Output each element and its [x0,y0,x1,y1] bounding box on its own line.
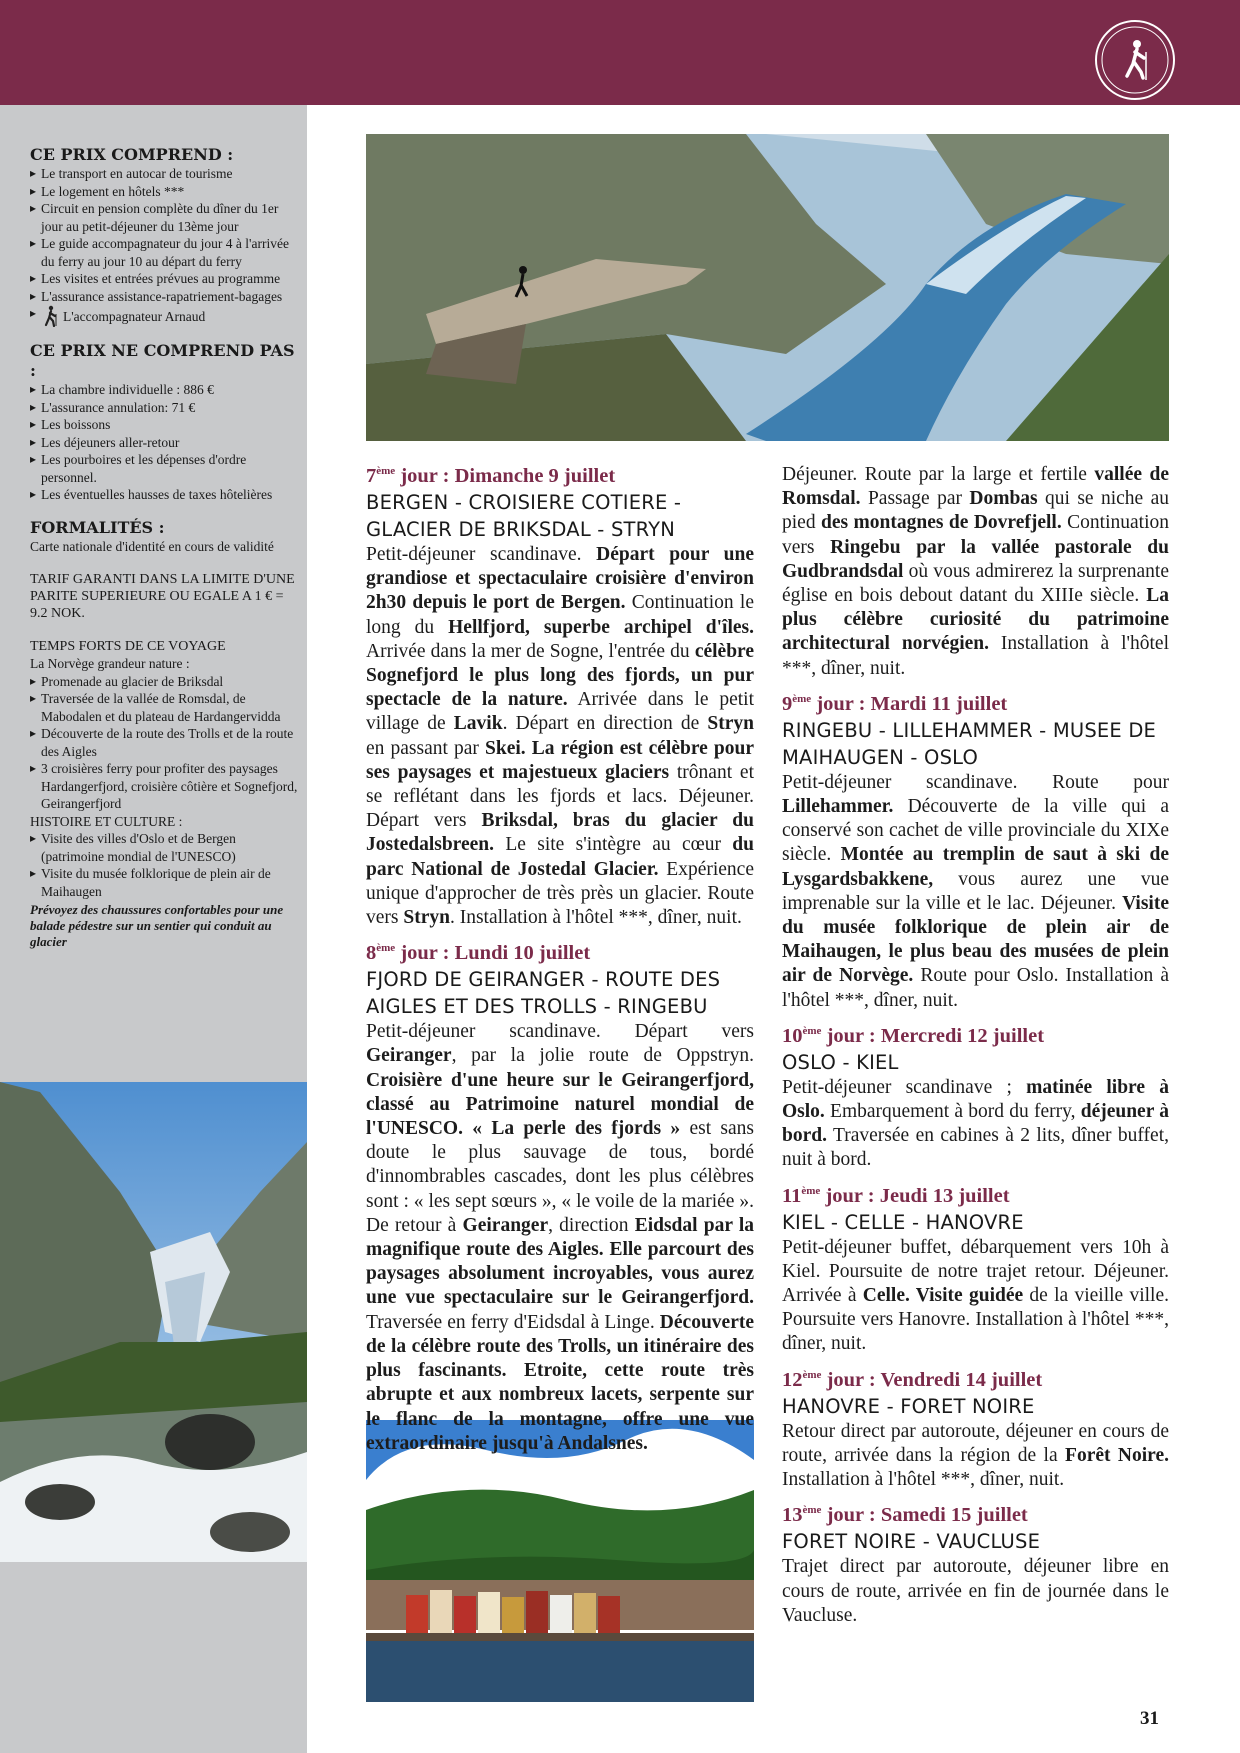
sidebar-content [30,145,298,950]
header-bar [0,0,1240,105]
day-ordinal: ème [376,942,396,955]
day-10-route: OSLO - KIEL [782,1050,899,1074]
culture-list [30,830,298,900]
list-item: ▸ L'assurance annulation: 71 € [30,399,298,417]
list-item: ▸ La chambre individuelle : 886 € [30,381,298,399]
list-item: ▸ Découverte de la route des Trolls et de la route des Aigles [30,725,298,760]
day-number: 9 [782,692,793,715]
day-12-title [782,1367,1169,1393]
day-10-description: Petit-déjeuner scandinave ; matinée libre à Oslo. Embarquement à bord du ferry, déjeuner à bord. Traversée en cabines à 2 lits, dîner buffet, nuit à bord. [782,1076,1169,1171]
list-item: ▸ Les boissons [30,416,298,434]
day-7-title [366,463,754,489]
culture-title: HISTOIRE ET CULTURE : [30,813,183,829]
list-item: ▸ Visite du musée folklorique de plein air de Maihaugen [30,865,298,900]
day-9-description: Petit-déjeuner scandinave. Route pour Lillehammer. Découverte de la ville qui a conservé son cachet de ville provinciale du XIXe siècle. Montée au tremplin de saut à ski de Lysgardsbakkene, vous aurez une vue imprenable sur la ville et le lac. Déjeuner. Visite du musée folklorique de plein air de Maihaugen, le plus beau des musées de plein air de Norvège. Route pour Oslo. Installation à l'hôtel ***, dîner, nuit. [782,771,1169,1011]
list-item: ▸ Les éventuelles hausses de taxes hôtelières [30,486,298,504]
day-ordinal: ème [792,692,812,705]
itinerary-column-right [782,463,1169,1628]
hiker-icon [41,305,61,327]
list-item [30,305,298,327]
page-number: 31 [1140,1708,1159,1729]
day-12-description: Retour direct par autoroute, déjeuner en cours de route, arrivée dans la région de la Forêt Noire. Installation à l'hôtel ***, dîner, nuit. [782,1420,1169,1491]
day-7-description: Petit-déjeuner scandinave. Départ pour une grandiose et spectaculaire croisière d'environ 2h30 depuis le port de Bergen. Continuation le long du Hellfjord, superbe archipel d'îles. Arrivée dans la mer de Sogne, l'entrée du célèbre Sognefjord le plus long des fjords, un pur spectacle de la nature. Arrivée dans le petit village de Lavik. Départ en direction de Stryn en passant par Skei. La région est célèbre pour ses paysages et majestueux glaciers trônant et se reflétant dans les fjords et lacs. Déjeuner. Départ vers Briksdal, bras du glacier du Jostedalsbreen. Le site s'intègre au cœur du parc National de Jostedal Glacier. Expérience unique d'approcher de très près un glacier. Route vers Stryn. Installation à l'hôtel ***, dîner, nuit. [366,544,755,929]
day-date: jour : Mercredi 12 juillet [821,1024,1045,1047]
list-item: ▸ Circuit en pension complète du dîner du 1er jour au petit-déjeuner du 13ème jour [30,200,298,235]
day-7-route: BERGEN - CROISIERE COTIERE - GLACIER DE BRIKSDAL - STRYN [366,491,682,541]
day-8-title [366,940,754,966]
bergen-harbour-photo [366,1420,754,1702]
day-date: jour : Jeudi 13 juillet [820,1184,1010,1207]
day-11-title [782,1183,1169,1209]
day-11-description: Petit-déjeuner buffet, débarquement vers 10h à Kiel. Poursuite de notre trajet retour. Déjeuner. Arrivée à Celle. Visite guidée de la vieille ville. Poursuite vers Hanovre. Installation à l'hôtel ***, dîner, nuit. [782,1236,1169,1355]
day-ordinal: ème [801,1184,821,1197]
day-8-description-continued: Déjeuner. Route par la large et fertile vallée de Romsdal. Passage par Dombas qui se niche au pied des montagnes de Dovrefjell. Continuation vers Ringebu par la vallée pastorale du Gudbrandsdal où vous admirerez la surprenante église en bois debout datant du XIIIe siècle. La plus célèbre curiosité du patrimoine architectural norvégien. Installation à l'hôtel ***, dîner, nuit. [782,464,1170,679]
accompagnateur-logo [1095,20,1175,100]
list-item: ▸ Les pourboires et les dépenses d'ordre personnel. [30,451,298,486]
day-number: 13 [782,1504,803,1527]
itinerary-column-left [366,463,754,1456]
list-item: ▸ Le logement en hôtels *** [30,183,298,201]
includes-list [30,165,298,327]
day-number: 7 [366,465,377,487]
day-ordinal: ème [802,1368,822,1381]
day-ordinal: ème [802,1504,822,1517]
day-8-route: FJORD DE GEIRANGER - ROUTE DES AIGLES ET DES TROLLS - RINGEBU [366,968,721,1019]
day-date: jour : Dimanche 9 juillet [395,465,616,487]
highlights-list [30,673,298,813]
list-item: ▸ Les visites et entrées prévues au programme [30,270,298,288]
list-item: ▸ Le guide accompagnateur du jour 4 à l'arrivée du ferry au jour 10 au départ du ferry [30,235,298,270]
day-number: 11 [782,1184,802,1207]
list-item-label: L'accompagnateur Arnaud [63,309,206,324]
list-item: ▸ L'assurance assistance-rapatriement-bagages [30,288,298,306]
day-9-route: RINGEBU - LILLEHAMMER - MUSEE DE MAIHAUGEN - OSLO [782,718,1157,769]
day-date: jour : Mardi 11 juillet [811,692,1008,715]
day-ordinal: ème [376,465,396,477]
excludes-list [30,381,298,504]
day-date: jour : Lundi 10 juillet [395,942,591,965]
day-8-description: Petit-déjeuner scandinave. Départ vers Geiranger, par la jolie route de Oppstryn. Croisière d'une heure sur le Geirangerfjord, classé au Patrimoine naturel mondial de l'UNESCO. « La perle des fjords » est sans doute le plus sauvage de tous, bordé d'innombrables cascades, dont les plus célèbres sont : « les sept sœurs », « le voile de la mariée ». De retour à Geiranger, direction Eidsdal par la magnifique route des Aigles. Elle parcourt des paysages absolument incroyables, vous aurez une vue spectaculaire sur le Geirangerfjord. Traversée en ferry d'Eidsdal à Linge. Découverte de la célèbre route des Trolls, un itinéraire des plus fascinants. Etroite, cette route très abrupte et aux nombreux lacets, serpente sur le flanc de la montagne, offre une vue extraordinaire jusqu'à Andalsnes. [366,1021,755,1454]
day-ordinal: ème [802,1024,822,1037]
includes-title: CE PRIX COMPREND : [30,145,234,164]
list-item: ▸ Visite des villes d'Oslo et de Bergen (patrimoine mondial de l'UNESCO) [30,830,298,865]
day-date: jour : Vendredi 14 juillet [821,1368,1043,1391]
day-13-description: Trajet direct par autoroute, déjeuner libre en cours de route, arrivée en fin de journée dans le Vaucluse. [782,1556,1169,1626]
day-11-route: KIEL - CELLE - HANOVRE [782,1210,1024,1234]
highlights-title: TEMPS FORTS DE CE VOYAGE [30,639,226,654]
glacier-photo [0,1082,307,1562]
day-13-title [782,1502,1169,1528]
excludes-title: CE PRIX NE COMPREND PAS : [30,341,295,380]
day-date: jour : Samedi 15 juillet [821,1504,1028,1527]
list-item: ▸ Le transport en autocar de tourisme [30,165,298,183]
day-number: 12 [782,1368,803,1391]
day-13-route: FORET NOIRE - VAUCLUSE [782,1530,1041,1554]
fjord-cliff-photo [366,134,1169,441]
list-item: ▸ Traversée de la vallée de Romsdal, de Mabodalen et du plateau de Hardangervidda [30,690,298,725]
list-item: ▸ Promenade au glacier de Briksdal [30,673,298,691]
list-item: ▸ Les déjeuners aller-retour [30,434,298,452]
formalities-title: FORMALITÉS : [30,517,165,537]
day-12-route: HANOVRE - FORET NOIRE [782,1394,1035,1418]
hiker-icon [1097,22,1173,98]
day-number: 10 [782,1024,803,1047]
footwear-note: Prévoyez des chaussures confortables pour une balade pédestre sur un sentier qui conduit au glacier [30,902,284,949]
day-number: 8 [366,942,377,965]
tarif-text: TARIF GARANTI DANS LA LIMITE D'UNE PARITE SUPERIEURE OU EGALE A 1 € = 9.2 NOK. [30,572,295,621]
day-10-title [782,1023,1169,1049]
day-9-title [782,691,1169,717]
formalities-text: Carte nationale d'identité en cours de validité [30,538,274,554]
highlights-subtitle: La Norvège grandeur nature : [30,656,190,671]
list-item: ▸ 3 croisières ferry pour profiter des paysages Hardangerfjord, croisière côtière et Sognefjord, Geirangerfjord [30,760,298,813]
